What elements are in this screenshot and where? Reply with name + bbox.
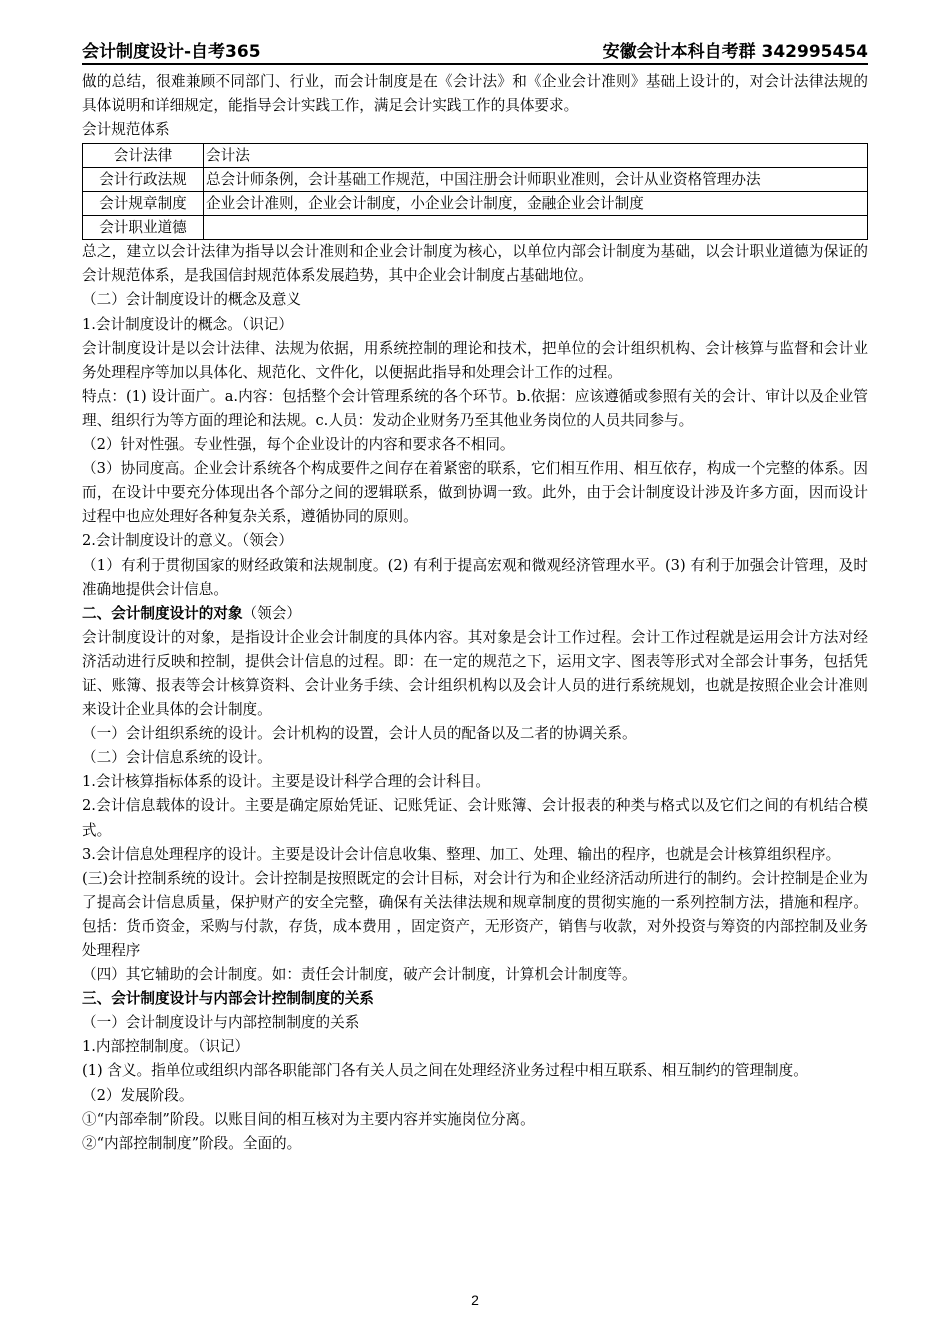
accounting-norms-table: [82, 143, 868, 240]
paragraph: (三)会计控制系统的设计。会计控制是按照既定的会计目标，对会计行为和企业经济活动所进行的制约。会计控制是企业为了提高会计信息质量，保护财产的安全完整，确保有关法律法规和规章制度的贯彻实施的一系列控制方法，措施和程序。包括：货币资金，采购与付款，存货，成本费用 ，固定资产，无形资产，销售与收款，对外投资与筹资的内部控制及业务处理程序: [82, 869, 868, 959]
paragraph: 1.会计制度设计的概念。（识记）: [82, 315, 293, 333]
section-title: 三、会计制度设计与内部会计控制制度的关系: [82, 990, 374, 1008]
page-header: [82, 38, 868, 65]
section-title: 二、会计制度设计的对象: [82, 604, 243, 622]
table-cell-name: 会计行政法规: [83, 168, 204, 192]
table-caption: 会计规范体系: [82, 121, 170, 139]
paragraph: ①“内部牵制”阶段。以账目间的相互核对为主要内容并实施岗位分离。: [82, 1110, 535, 1128]
paragraph: 会计制度设计的对象，是指设计企业会计制度的具体内容。其对象是会计工作过程。会计工作过程就是运用会计方法对经济活动进行反映和控制，提供会计信息的过程。即：在一定的规范之下，运用文字、图表等形式对全部会计事务，包括凭证、账簿、报表等会计核算资料、会计业务手续、会计组织机构以及会计人员的进行系统规划，也就是按照企业会计准则来设计企业具体的会计制度。: [82, 628, 868, 719]
paragraph: （一）会计制度设计与内部控制制度的关系: [82, 1014, 360, 1032]
paragraph: (1) 含义。指单位或组织内部各职能部门各有关人员之间在处理经济业务过程中相互联系、相互制约的管理制度。: [82, 1062, 808, 1080]
paragraph: （3）协同度高。企业会计系统各个构成要件之间存在着紧密的联系，它们相互作用、相互依存，构成一个完整的体系。因而，在设计中要充分体现出各个部分之间的逻辑联系，做到协调一致。此外，由于会计制度设计涉及许多方面，因而设计过程中也应处理好各种复杂关系，遵循协同的原则。: [82, 460, 868, 526]
table-cell-name: 会计法律: [83, 144, 204, 168]
table-cell-content: 总会计师条例，会计基础工作规范，中国注册会计师职业准则，会计从业资格管理办法: [204, 168, 868, 192]
header-right-title: 安徽会计本科自考群 342995454: [602, 42, 868, 62]
paragraph: （1）有利于贯彻国家的财经政策和法规制度。(2) 有利于提高宏观和微观经济管理水平。(3) 有利于加强会计管理，及时准确地提供会计信息。: [82, 556, 868, 598]
paragraph: 特点：(1) 设计面广。a.内容：包括整个会计管理系统的各个环节。b.依据：应该遵循或参照有关的会计、审计以及企业管理、组织行为等方面的理论和法规。c.人员：发动企业财务乃至其他业务岗位的人员共同参与。: [82, 387, 868, 429]
document-body: [82, 70, 868, 1156]
paragraph: 2.会计信息载体的设计。主要是确定原始凭证、记账凭证、会计账簿、会计报表的种类与格式以及它们之间的有机结合模式。: [82, 797, 868, 839]
header-left-title: 会计制度设计-自考365: [82, 42, 261, 62]
table-cell-content: [204, 216, 868, 240]
page-number: 2: [471, 1292, 479, 1308]
paragraph: 3.会计信息处理程序的设计。主要是设计会计信息收集、整理、加工、处理、输出的程序，也就是会计核算组织程序。: [82, 845, 841, 863]
table-row: [83, 216, 868, 240]
paragraph: （一）会计组织系统的设计。会计机构的设置，会计人员的配备以及二者的协调关系。: [82, 725, 637, 743]
paragraph: 做的总结，很难兼顾不同部门、行业，而会计制度是在《会计法》和《企业会计准则》基础上设计的，对会计法律法规的具体说明和详细规定，能指导会计实践工作，满足会计实践工作的具体要求。: [82, 73, 868, 115]
table-cell-content: 会计法: [204, 144, 868, 168]
section-heading: [82, 602, 868, 626]
paragraph: （2）发展阶段。: [82, 1086, 194, 1104]
table-row: [83, 192, 868, 216]
paragraph: （四）其它辅助的会计制度。如：责任会计制度，破产会计制度，计算机会计制度等。: [82, 966, 637, 984]
paragraph: ②“内部控制制度”阶段。全面的。: [82, 1134, 302, 1152]
table-cell-name: 会计规章制度: [83, 192, 204, 216]
paragraph: （2）针对性强。专业性强，每个企业设计的内容和要求各不相同。: [82, 436, 515, 454]
table-cell-name: 会计职业道德: [83, 216, 204, 240]
table-row: [83, 144, 868, 168]
paragraph: （二）会计信息系统的设计。: [82, 749, 272, 767]
paragraph: 会计制度设计是以会计法律、法规为依据，用系统控制的理论和技术，把单位的会计组织机构、会计核算与监督和会计业务处理程序等加以具体化、规范化、文件化，以便据此指导和处理会计工作的过程。: [82, 339, 868, 381]
paragraph: 总之，建立以会计法律为指导以会计准则和企业会计制度为核心，以单位内部会计制度为基础，以会计职业道德为保证的会计规范体系，是我国信封规范体系发展趋势，其中企业会计制度占基础地位。: [82, 243, 868, 285]
paragraph: 1.会计核算指标体系的设计。主要是设计科学合理的会计科目。: [82, 773, 490, 791]
paragraph: 1.内部控制制度。（识记）: [82, 1038, 250, 1056]
section-note: （领会）: [242, 604, 301, 622]
table-cell-content: 企业会计准则，企业会计制度，小企业会计制度，金融企业会计制度: [204, 192, 868, 216]
table-row: [83, 168, 868, 192]
subheading: （二）会计制度设计的概念及意义: [82, 291, 301, 309]
paragraph: 2.会计制度设计的意义。（领会）: [82, 532, 293, 550]
